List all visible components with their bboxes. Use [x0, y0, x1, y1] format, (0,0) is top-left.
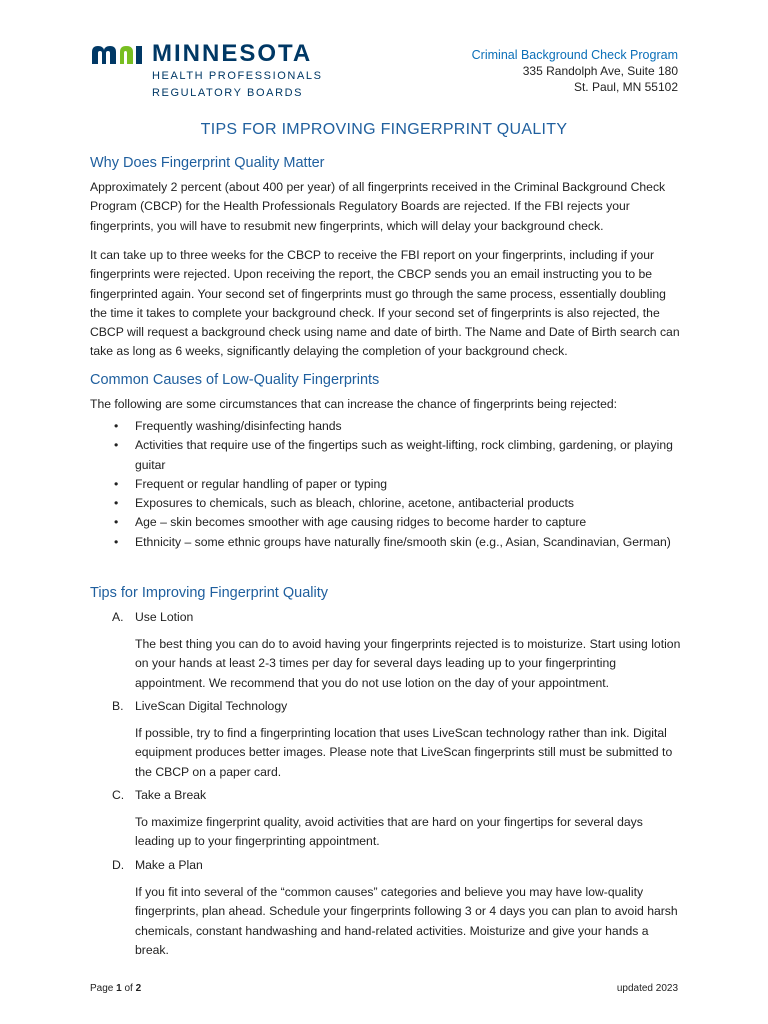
- tip-item-d: [112, 856, 682, 957]
- tip-body: The best thing you can do to avoid having your fingerprints rejected is to moisturize. Start using lotion on your hands at least 2-3 times per day for several days leading up to your fingerprinting appointment. We recommend that you do not use lotion on the day of your appointment.: [135, 637, 681, 690]
- tip-label: Take a Break: [135, 788, 207, 802]
- bullet-icon: •: [114, 515, 119, 530]
- section-heading-why: Why Does Fingerprint Quality Matter: [90, 155, 325, 171]
- tip-body: If possible, try to find a fingerprinting location that uses LiveScan technology rather than ink. Digital equipment produces better images. Please note that LiveScan fingerprints still must be submitted to the CBCP on a paper card.: [135, 726, 673, 779]
- section-heading-causes: Common Causes of Low-Quality Fingerprints: [90, 372, 380, 388]
- bullet-icon: •: [114, 496, 119, 511]
- bullet-icon: •: [114, 476, 119, 491]
- paragraph-causes-intro: The following are some circumstances that can increase the chance of fingerprints being rejected:: [90, 397, 618, 411]
- paragraph-why-2: It can take up to three weeks for the CBCP to receive the FBI report on your fingerprints, including if your fingerprints were rejected. Upon receiving the report, the CBCP sends you an email instructing you to be fingerprinted again. Your second set of fingerprints must go through the same process, essentially doubling the time it takes to complete your background check. If your second set of fingerprints is also rejected, the CBCP will request a background check using name and date of birth. The Name and Date of Birth search can take as long as 6 weeks, significantly delaying the completion of your background check.: [90, 248, 680, 359]
- list-item: • Exposures to chemicals, such as bleach, chlorine, acetone, antibacterial products: [90, 494, 682, 513]
- mn-logo: [90, 40, 330, 102]
- causes-list: [90, 417, 682, 552]
- program-name: Criminal Background Check Program: [471, 48, 678, 62]
- tip-letter: A.: [112, 610, 124, 624]
- tip-body: To maximize fingerprint quality, avoid activities that are hard on your fingertips for several days leading up to your fingerprinting appointment.: [135, 815, 643, 849]
- list-item: • Ethnicity – some ethnic groups have naturally fine/smooth skin (e.g., Asian, Scandinavian, German): [90, 533, 682, 552]
- bullet-icon: •: [114, 438, 119, 453]
- updated-date: updated 2023: [616, 983, 678, 994]
- list-item: • Frequent or regular handling of paper or typing: [90, 475, 682, 494]
- list-item: • Age – skin becomes smoother with age causing ridges to become harder to capture: [90, 513, 682, 532]
- tip-label: Use Lotion: [135, 610, 194, 624]
- page-number: Page 1 of 2: [90, 983, 142, 994]
- bullet-icon: •: [114, 419, 119, 433]
- address-line-1: 335 Randolph Ave, Suite 180: [522, 64, 678, 78]
- logo-subtitle-2: REGULATORY BOARDS: [152, 87, 304, 99]
- tip-body: If you fit into several of the “common causes” categories and believe you may have low-quality fingerprints, plan ahead. Schedule your fingerprints following 3 or 4 days you can plan to avoid harsh chemicals, constant handwashing and hand-related activities. Moisturize and give your hands a break.: [135, 885, 678, 957]
- document-title: TIPS FOR IMPROVING FINGERPRINT QUALITY: [200, 121, 568, 138]
- logo-subtitle-1: HEALTH PROFESSIONALS: [152, 70, 323, 82]
- address-block: [472, 47, 678, 95]
- tip-letter: D.: [112, 858, 125, 872]
- mn-logo-icon: [90, 43, 144, 65]
- tip-label: Make a Plan: [135, 858, 203, 872]
- paragraph-why-1: Approximately 2 percent (about 400 per year) of all fingerprints received in the Criminal Background Check Program (CBCP) for the Health Professionals Regulatory Boards are rejected. If the FBI rejects your fingerprints, you will have to resubmit new fingerprints, which will delay your background check.: [90, 180, 666, 233]
- tip-letter: C.: [112, 788, 125, 802]
- tip-item-c: [112, 786, 682, 849]
- list-item: • Frequently washing/disinfecting hands: [90, 417, 682, 436]
- tip-label: LiveScan Digital Technology: [135, 699, 288, 713]
- section-heading-tips: Tips for Improving Fingerprint Quality: [90, 585, 328, 601]
- tip-item-b: [112, 697, 682, 779]
- logo-name: MINNESOTA: [152, 40, 313, 67]
- list-item: • Activities that require use of the fingertips such as weight-lifting, rock climbing, gardening, or playing guitar: [114, 438, 673, 472]
- bullet-icon: •: [114, 534, 119, 549]
- tip-item-a: [112, 608, 682, 690]
- address-line-2: St. Paul, MN 55102: [573, 80, 678, 94]
- tip-letter: B.: [112, 699, 124, 713]
